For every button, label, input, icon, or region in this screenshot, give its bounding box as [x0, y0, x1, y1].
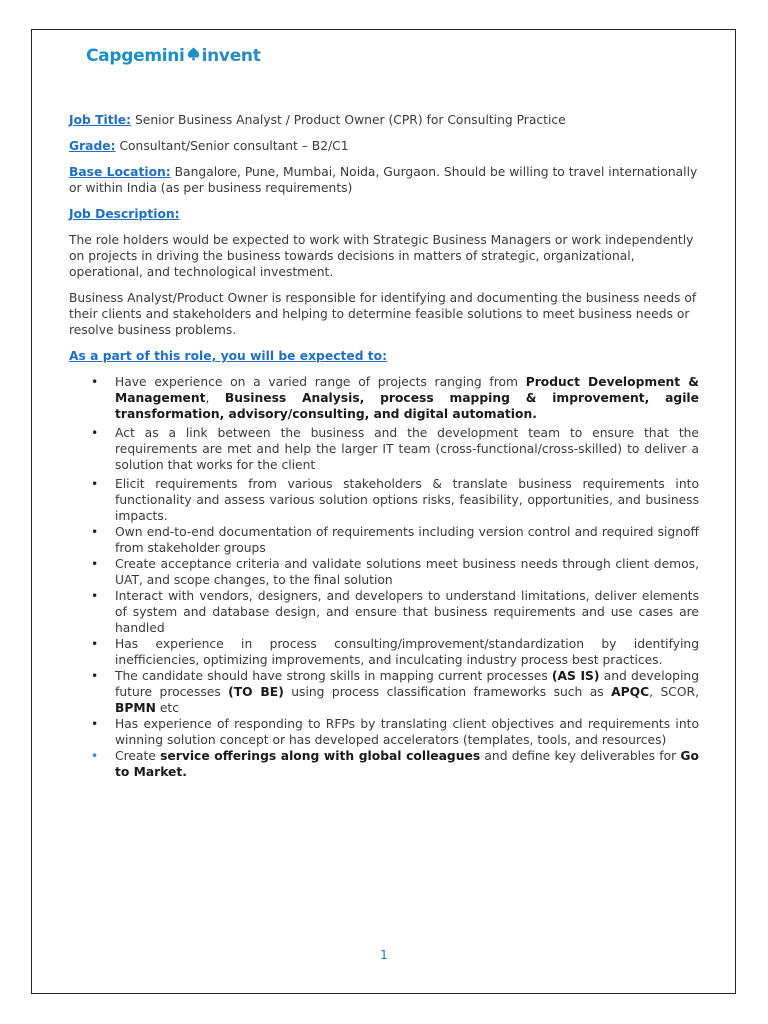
bullet-icon: •	[91, 557, 99, 571]
bullet-bold-text: APQC	[611, 685, 650, 699]
bullet-text: and define key deliverables for	[480, 749, 681, 763]
logo-text-capgemini: Capgemini	[86, 46, 185, 66]
bullet-bold-text: service offerings along with global colleagues	[160, 749, 481, 763]
list-item	[69, 588, 699, 636]
bullet-icon: •	[91, 375, 99, 389]
bullet-text: , SCOR,	[649, 685, 699, 699]
bullet-text: Act as a link between the business and the development team to ensure that the requirements are met and help the larger IT team (cross-functional/cross-skilled) to deliver a solution that works for the client	[115, 426, 699, 472]
bullet-bold-text: BPMN	[115, 701, 156, 715]
bullet-bold-text: (AS IS)	[551, 669, 600, 683]
grade-label: Grade:	[69, 139, 116, 153]
spade-icon	[186, 46, 201, 66]
document-body	[69, 112, 699, 780]
bullet-icon: •	[91, 717, 99, 731]
job-title-label: Job Title:	[69, 113, 132, 127]
base-location-row	[69, 164, 699, 196]
bullet-text: using process classification frameworks such as	[283, 685, 612, 699]
bullet-text: Has experience in process consulting/improvement/standardization by identifying inefficiencies, optimizing improvements, and inculcating industry process best practices.	[115, 637, 699, 667]
bullet-icon: •	[91, 525, 99, 539]
list-item	[69, 476, 699, 524]
bullet-text: ,	[205, 391, 225, 405]
list-item	[69, 716, 699, 748]
bullet-text: etc	[155, 701, 179, 715]
list-item	[69, 748, 699, 780]
role-expectations-heading: As a part of this role, you will be expected to:	[69, 349, 388, 363]
bullet-icon: •	[91, 669, 99, 683]
list-item	[69, 524, 699, 556]
list-item	[69, 668, 699, 716]
bullet-text: Create	[115, 749, 161, 763]
job-title-row	[69, 112, 699, 128]
bullet-text: Have experience on a varied range of projects ranging from	[115, 375, 526, 389]
bullet-bold-text: Product Development & Management	[115, 375, 699, 405]
bullet-text: Create acceptance criteria and validate solutions meet business needs through client demos, UAT, and scope changes, to the final solution	[115, 557, 699, 587]
description-paragraph-1: The role holders would be expected to work with Strategic Business Managers or work independently on projects in driving the business towards decisions in matters of strategic, organizational, operational, and technological investment.	[69, 233, 694, 279]
bullet-bold-text: Business Analysis, process mapping & improvement, agile transformation, advisory/consulting, and digital automation.	[115, 391, 699, 421]
description-paragraph-2: Business Analyst/Product Owner is responsible for identifying and documenting the business needs of their clients and stakeholders and helping to determine feasible solutions to meet business needs or resolve business problems.	[69, 291, 697, 337]
bullet-icon: •	[91, 589, 99, 603]
list-item	[69, 425, 699, 473]
bullet-icon: •	[91, 637, 99, 651]
bullet-text: Has experience of responding to RFPs by translating client objectives and requirements into winning solution concept or has developed accelerators (templates, tools, and resources)	[115, 717, 699, 747]
bullet-text: and developing future processes	[115, 669, 700, 699]
bullet-bold-text: (TO BE)	[228, 685, 284, 699]
grade-row	[69, 138, 699, 154]
bullet-icon: •	[91, 749, 99, 763]
page-number: 1	[380, 948, 388, 962]
bullet-text: Own end-to-end documentation of requirements including version control and required signoff from stakeholder groups	[115, 525, 699, 555]
list-item	[69, 636, 699, 668]
list-item	[69, 374, 699, 422]
bullet-text: Elicit requirements from various stakeholders & translate business requirements into functionality and assess various solution options risks, feasibility, opportunities, and business impacts.	[115, 477, 699, 523]
job-title-value: Senior Business Analyst / Product Owner (CPR) for Consulting Practice	[134, 113, 566, 127]
list-item	[69, 556, 699, 588]
bullet-icon: •	[91, 426, 99, 440]
capgemini-invent-logo	[86, 46, 261, 66]
grade-value: Consultant/Senior consultant – B2/C1	[119, 139, 349, 153]
responsibilities-list	[69, 374, 699, 780]
bullet-text: The candidate should have strong skills in mapping current processes	[115, 669, 552, 683]
job-description-heading: Job Description:	[69, 207, 180, 221]
bullet-icon: •	[91, 477, 99, 491]
bullet-text: Interact with vendors, designers, and developers to understand limitations, deliver elements of system and database design, and ensure that business requirements and use cases are handled	[115, 589, 699, 635]
base-location-label: Base Location:	[69, 165, 171, 179]
base-location-value: Bangalore, Pune, Mumbai, Noida, Gurgaon. Should be willing to travel internationally or within India (as per business requirements)	[69, 165, 698, 195]
bullet-bold-text: Go to Market.	[115, 749, 699, 779]
logo-text-invent: invent	[201, 46, 261, 66]
